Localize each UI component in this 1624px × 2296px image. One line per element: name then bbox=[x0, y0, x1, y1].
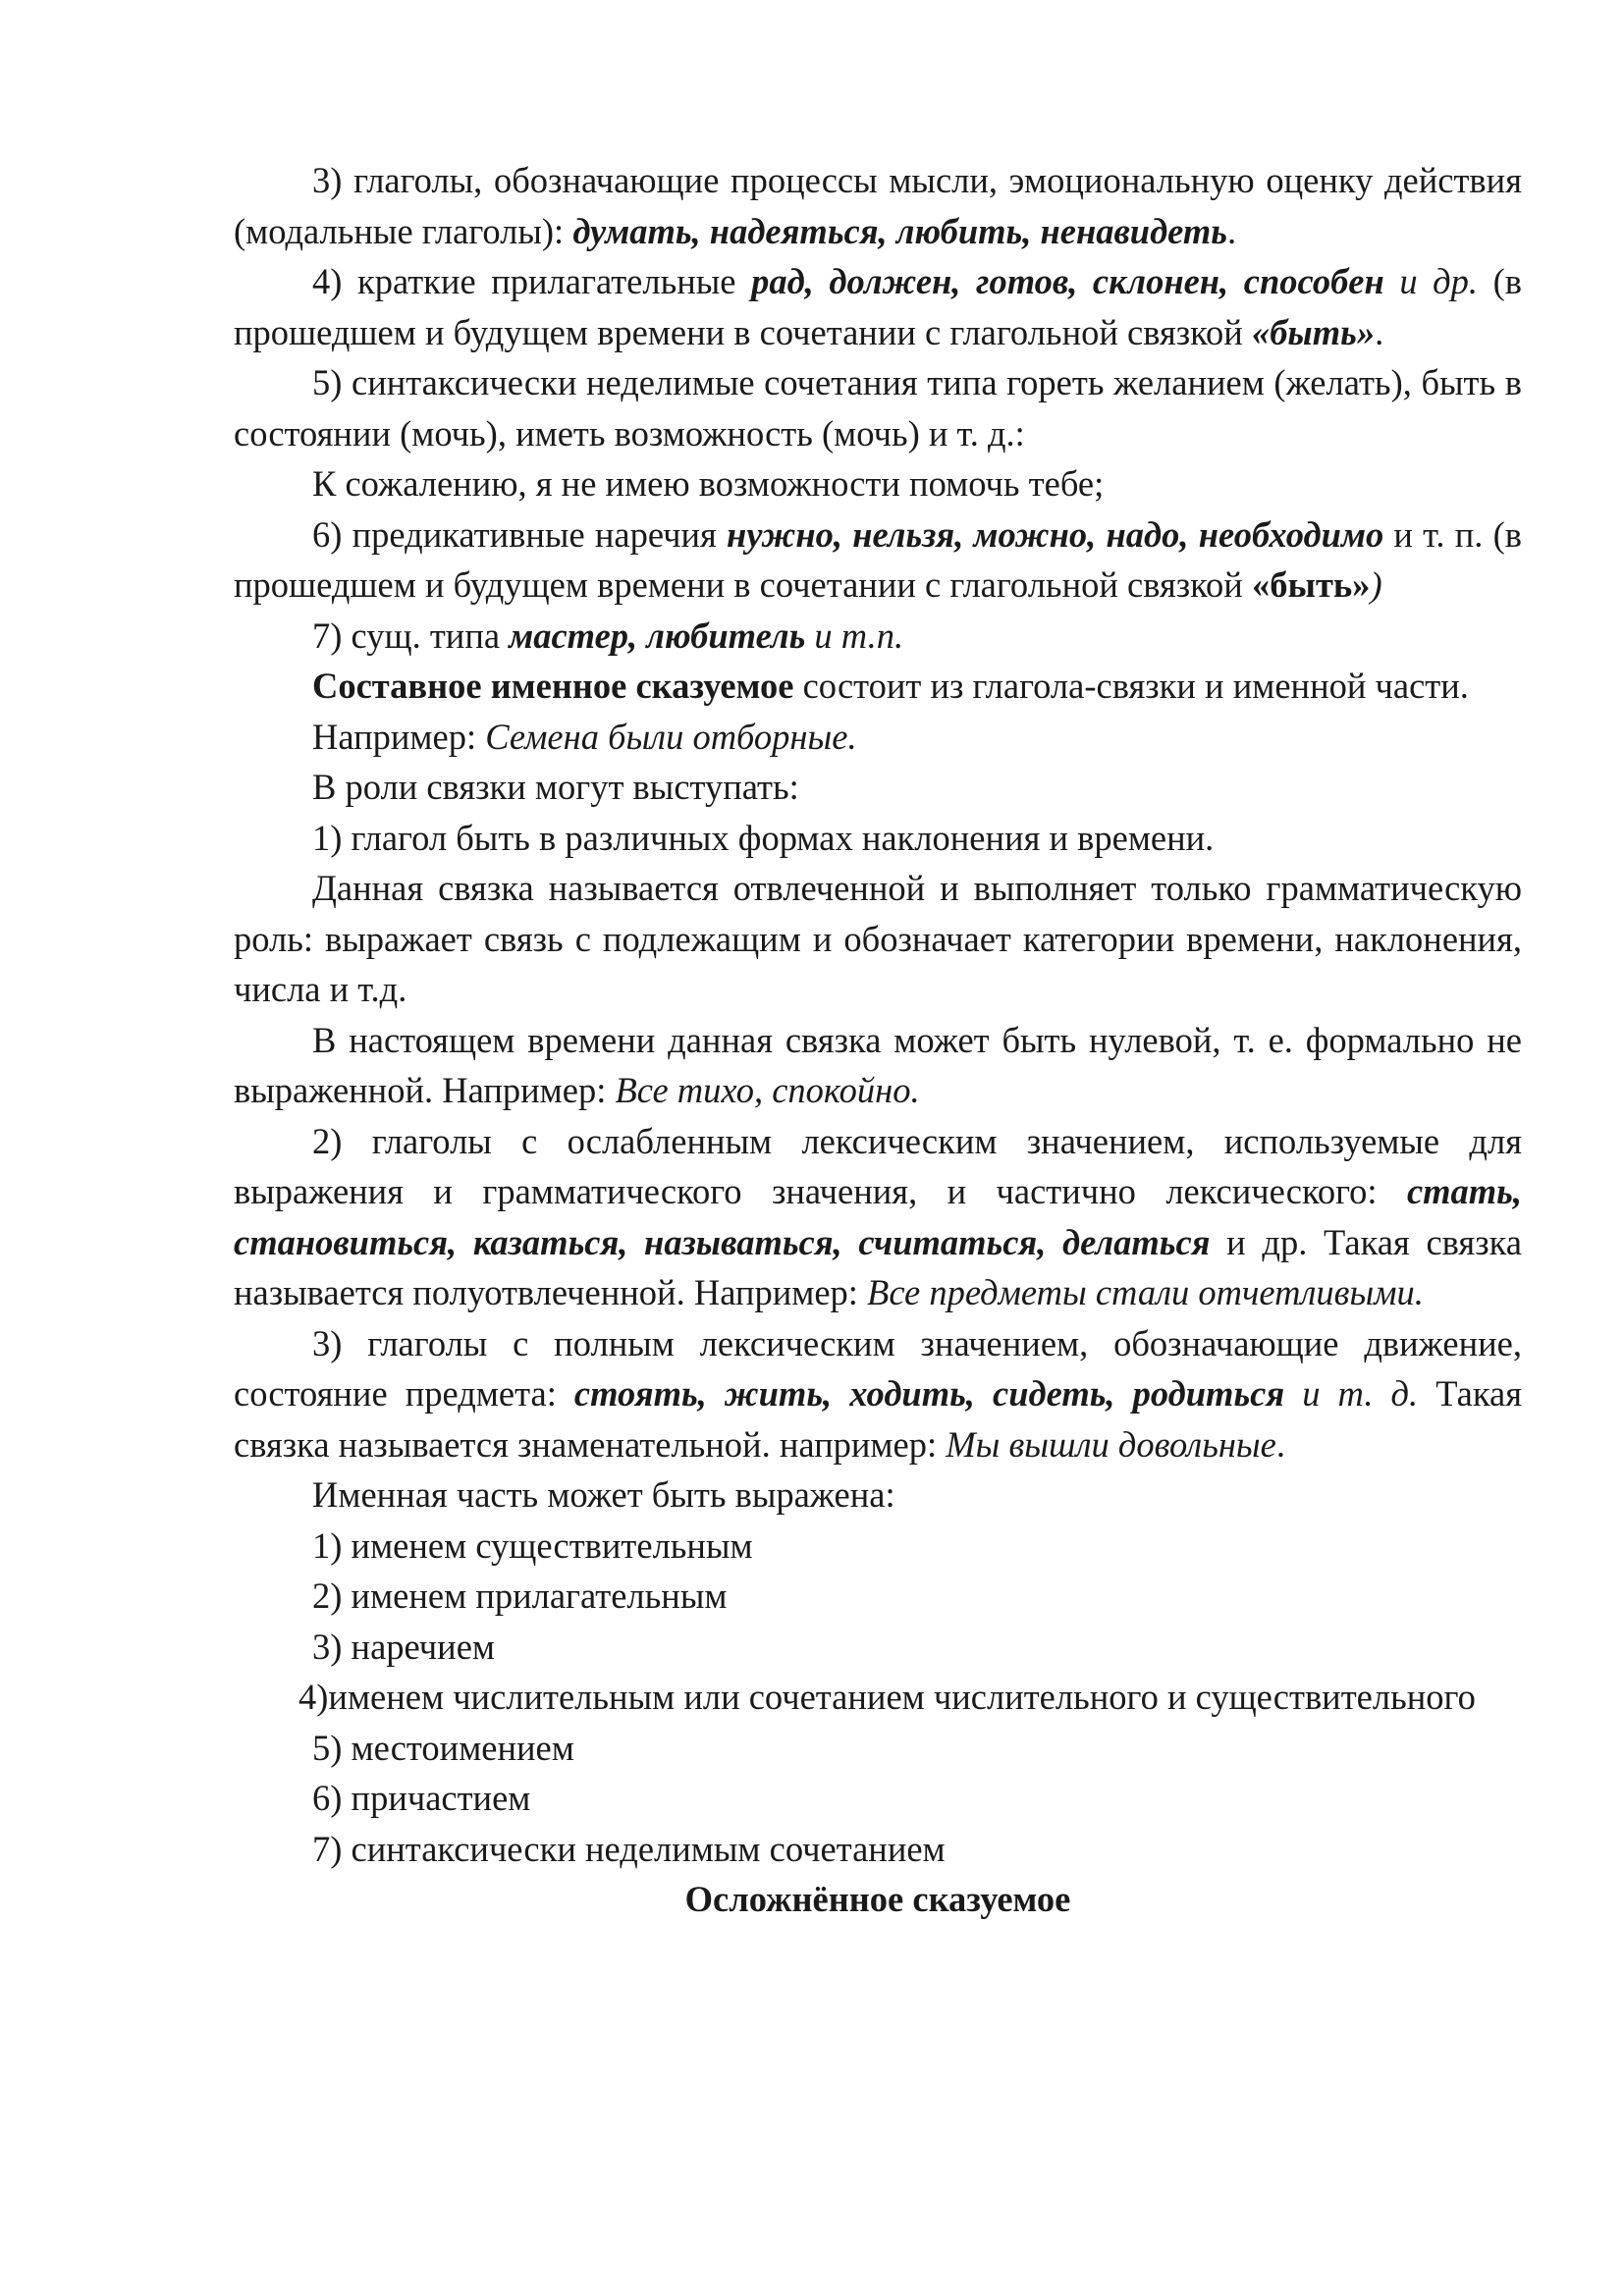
document-page bbox=[234, 155, 1522, 1925]
text-run: В настоящем времени данная связка может быть нулевой, т. е. формально не выраженной. Например: bbox=[234, 1019, 1522, 1110]
bold-italic-term: «быть» bbox=[1251, 311, 1376, 352]
text-run: Именная часть может быть выражена: bbox=[312, 1474, 895, 1515]
paragraph bbox=[234, 762, 1522, 813]
text-run: Такая связка называется знаменательной. например: bbox=[234, 1373, 1522, 1465]
paragraph bbox=[234, 1672, 1522, 1723]
bold-italic-term: мастер, любитель bbox=[509, 614, 806, 656]
text-run: . bbox=[1226, 210, 1237, 251]
italic-example: и др. bbox=[1383, 261, 1479, 301]
paragraph bbox=[234, 813, 1522, 864]
bold-italic-term: рад, должен, готов, склонен, способен bbox=[751, 261, 1384, 301]
paragraph bbox=[234, 1318, 1522, 1470]
italic-example: и т.п. bbox=[805, 614, 904, 656]
text-run: 5) синтаксически неделимые сочетания типа гореть желанием (желать), быть в состоянии (мочь), иметь возможность (мочь) и т. д.: bbox=[234, 362, 1522, 454]
text-run: 6) предикативные наречия bbox=[312, 513, 728, 555]
text-run: 1) именем существительным bbox=[312, 1524, 753, 1566]
text-run: Данная связка называется отвлеченной и выполняет только грамматическую роль: выражает связь с подлежащим и обозначает категории времени, наклонения, числа и т.д. bbox=[234, 868, 1522, 1009]
text-run: 3) глаголы, обозначающие процессы мысли, эмоциональную оценку действия (модальные глаголы): bbox=[234, 160, 1522, 251]
italic-example: Мы вышли довольные bbox=[946, 1423, 1276, 1465]
text-run: и др. Такая связка называется полуотвлеченной. Например: bbox=[234, 1221, 1522, 1312]
text-run: и т. п. (в прошедшем и будущем времени в сочетании с глагольной связкой bbox=[234, 513, 1522, 605]
paragraph bbox=[234, 712, 1522, 763]
paragraph bbox=[234, 1622, 1522, 1673]
bold-italic-term: нужно, нельзя, можно, надо, необходимо bbox=[727, 513, 1384, 555]
italic-example: Все предметы стали отчетливыми. bbox=[867, 1272, 1424, 1312]
italic-example: Все тихо, спокойно. bbox=[615, 1070, 920, 1110]
text-run: 4)именем числительным или сочетанием числительного и существительного bbox=[298, 1677, 1476, 1717]
text-run: 1) глагол быть в различных формах наклонения и времени. bbox=[312, 817, 1215, 858]
paragraph bbox=[234, 611, 1522, 662]
paragraph bbox=[234, 155, 1522, 256]
bold-italic-term: стать, становиться, казаться, называться, считаться, делаться bbox=[234, 1171, 1522, 1262]
text-run: состоит из глагола-связки и именной части. bbox=[793, 666, 1469, 706]
text-run: К сожалению, я не имею возможности помочь тебе; bbox=[312, 463, 1105, 504]
bold-italic-term: стоять, жить, ходить, сидеть, родиться bbox=[573, 1373, 1285, 1414]
text-run: 3) наречием bbox=[312, 1626, 495, 1667]
paragraph bbox=[234, 509, 1522, 611]
italic-example: Семена были отборные. bbox=[485, 716, 857, 757]
text-run: 2) глаголы с ослабленным лексическим значением, используемые для выражения и грамматического значения, и частично лексического: bbox=[234, 1120, 1522, 1211]
paragraph bbox=[234, 256, 1522, 357]
section-heading: Осложнённое сказуемое bbox=[684, 1879, 1071, 1919]
text-run: 5) местоимением bbox=[312, 1727, 574, 1768]
paragraph bbox=[234, 1521, 1522, 1572]
paragraph bbox=[234, 661, 1522, 712]
paragraph bbox=[234, 1773, 1522, 1824]
paragraph bbox=[234, 1015, 1522, 1116]
paragraph bbox=[234, 357, 1522, 458]
paragraph bbox=[234, 1469, 1522, 1521]
text-run: (в прошедшем и будущем времени в сочетании с глагольной связкой bbox=[234, 261, 1523, 352]
text-run: 6) причастием bbox=[312, 1778, 531, 1818]
body-text bbox=[234, 155, 1522, 1874]
text-run: Например: bbox=[312, 716, 486, 757]
paragraph bbox=[234, 458, 1522, 509]
text-run: 7) синтаксически неделимым сочетанием bbox=[312, 1828, 946, 1869]
italic-example: ) bbox=[1370, 564, 1382, 605]
paragraph bbox=[234, 863, 1522, 1015]
bold-italic-term: думать, надеяться, любить, ненавидеть bbox=[572, 210, 1227, 251]
text-run: . bbox=[1275, 1423, 1285, 1465]
bold-term: Составное именное сказуемое bbox=[312, 666, 794, 706]
text-run: 2) именем прилагательным bbox=[312, 1575, 728, 1616]
paragraph bbox=[234, 1571, 1522, 1622]
bold-term: «быть» bbox=[1251, 564, 1371, 605]
text-run: 3) глаголы с полным лексическим значением, обозначающие движение, состояние предмета: bbox=[234, 1322, 1522, 1414]
text-run: В роли связки могут выступать: bbox=[312, 767, 799, 807]
paragraph bbox=[234, 1116, 1522, 1318]
text-run: 4) краткие прилагательные bbox=[312, 261, 752, 301]
paragraph bbox=[234, 1824, 1522, 1875]
text-run: . bbox=[1375, 311, 1384, 352]
paragraph bbox=[234, 1723, 1522, 1774]
italic-example: и т. д. bbox=[1284, 1373, 1419, 1414]
text-run: 7) сущ. типа bbox=[312, 614, 510, 656]
